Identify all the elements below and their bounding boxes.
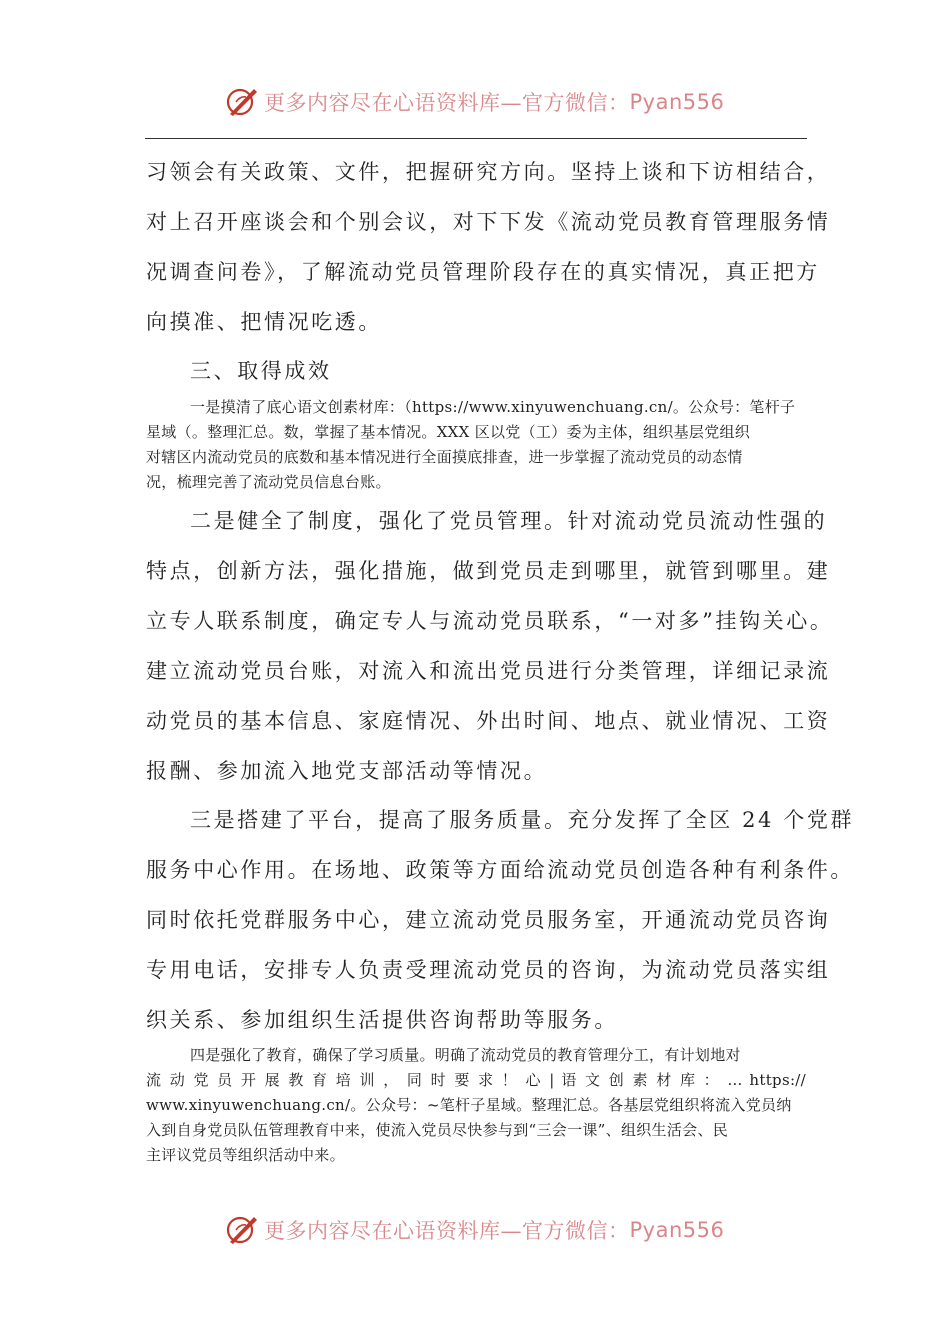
- text-line: 况调查问卷》，了解流动党员管理阶段存在的真实情况，真正把方: [146, 260, 820, 284]
- banner-wechat-id: Pyan556: [629, 90, 725, 114]
- text-line: 二是健全了制度，强化了党员管理。针对流动党员流动性强的: [190, 509, 828, 533]
- text-line: 星域（。整理汇总。数，掌握了基本情况。XXX 区以党（工）委为主体，组织基层党组织: [146, 423, 751, 441]
- text-line: 服务中心作用。在场地、政策等方面给流动党员创造各种有利条件。: [146, 858, 854, 882]
- text-line: 习领会有关政策、文件，把握研究方向。坚持上谈和下访相结合，: [146, 160, 831, 184]
- quill-pen-logo-icon: [224, 84, 260, 120]
- text-line: www.xinyuwenchuang.cn/。公众号：~笔杆子星域。整理汇总。各基层党组织将流入党员纳: [146, 1096, 792, 1114]
- banner-text: 更多内容尽在心语资料库—官方微信：: [264, 91, 630, 115]
- text-line: 三是搭建了平台，提高了服务质量。充分发挥了全区 24 个党群: [190, 808, 855, 832]
- text-line: 四是强化了教育，确保了学习质量。明确了流动党员的教育管理分工，有计划地对: [190, 1046, 741, 1064]
- footer-banner: [0, 1210, 950, 1250]
- text-line: 向摸准、把情况吃透。: [146, 310, 382, 334]
- quill-pen-logo-icon: [224, 1212, 260, 1248]
- text-line: 专用电话，安排专人负责受理流动党员的咨询，为流动党员落实组: [146, 958, 831, 982]
- header-rule: [145, 138, 807, 139]
- text-line: 同时依托党群服务中心，建立流动党员服务室，开通流动党员咨询: [146, 908, 831, 932]
- text-line: 主评议党员等组织活动中来。: [146, 1146, 345, 1164]
- banner-text: 更多内容尽在心语资料库—官方微信：: [264, 1219, 630, 1243]
- text-line: 特点，创新方法，强化措施，做到党员走到哪里，就管到哪里。建: [146, 559, 831, 583]
- header-banner: [0, 82, 950, 122]
- text-line: 报酬、参加流入地党支部活动等情况。: [146, 759, 548, 783]
- text-line: 入到自身党员队伍管理教育中来，使流入党员尽快参与到“三会一课”、组织生活会、民: [146, 1121, 729, 1139]
- text-line: 流 动 党 员 开 展 教 育 培 训 ， 同 时 要 求 ！ 心 | 语 文 创 素 材 库 ： … https://: [146, 1071, 806, 1089]
- text-line: 一是摸清了底心语文创素材库：（https://www.xinyuwenchuang.cn/。公众号：笔杆子: [190, 398, 796, 416]
- text-line: 对辖区内流动党员的底数和基本情况进行全面摸底排查，进一步掌握了流动党员的动态情: [146, 448, 743, 466]
- text-line: 况，梳理完善了流动党员信息台账。: [146, 473, 391, 491]
- text-line: 动党员的基本信息、家庭情况、外出时间、地点、就业情况、工资: [146, 709, 831, 733]
- text-line: 建立流动党员台账，对流入和流出党员进行分类管理，详细记录流: [146, 659, 831, 683]
- section-heading: 三、取得成效: [190, 359, 332, 383]
- text-line: 立专人联系制度，确定专人与流动党员联系，“一对多”挂钩关心。: [146, 609, 834, 633]
- banner-wechat-id: Pyan556: [629, 1218, 725, 1242]
- text-line: 织关系、参加组织生活提供咨询帮助等服务。: [146, 1008, 618, 1032]
- text-line: 对上召开座谈会和个别会议，对下下发《流动党员教育管理服务情: [146, 210, 831, 234]
